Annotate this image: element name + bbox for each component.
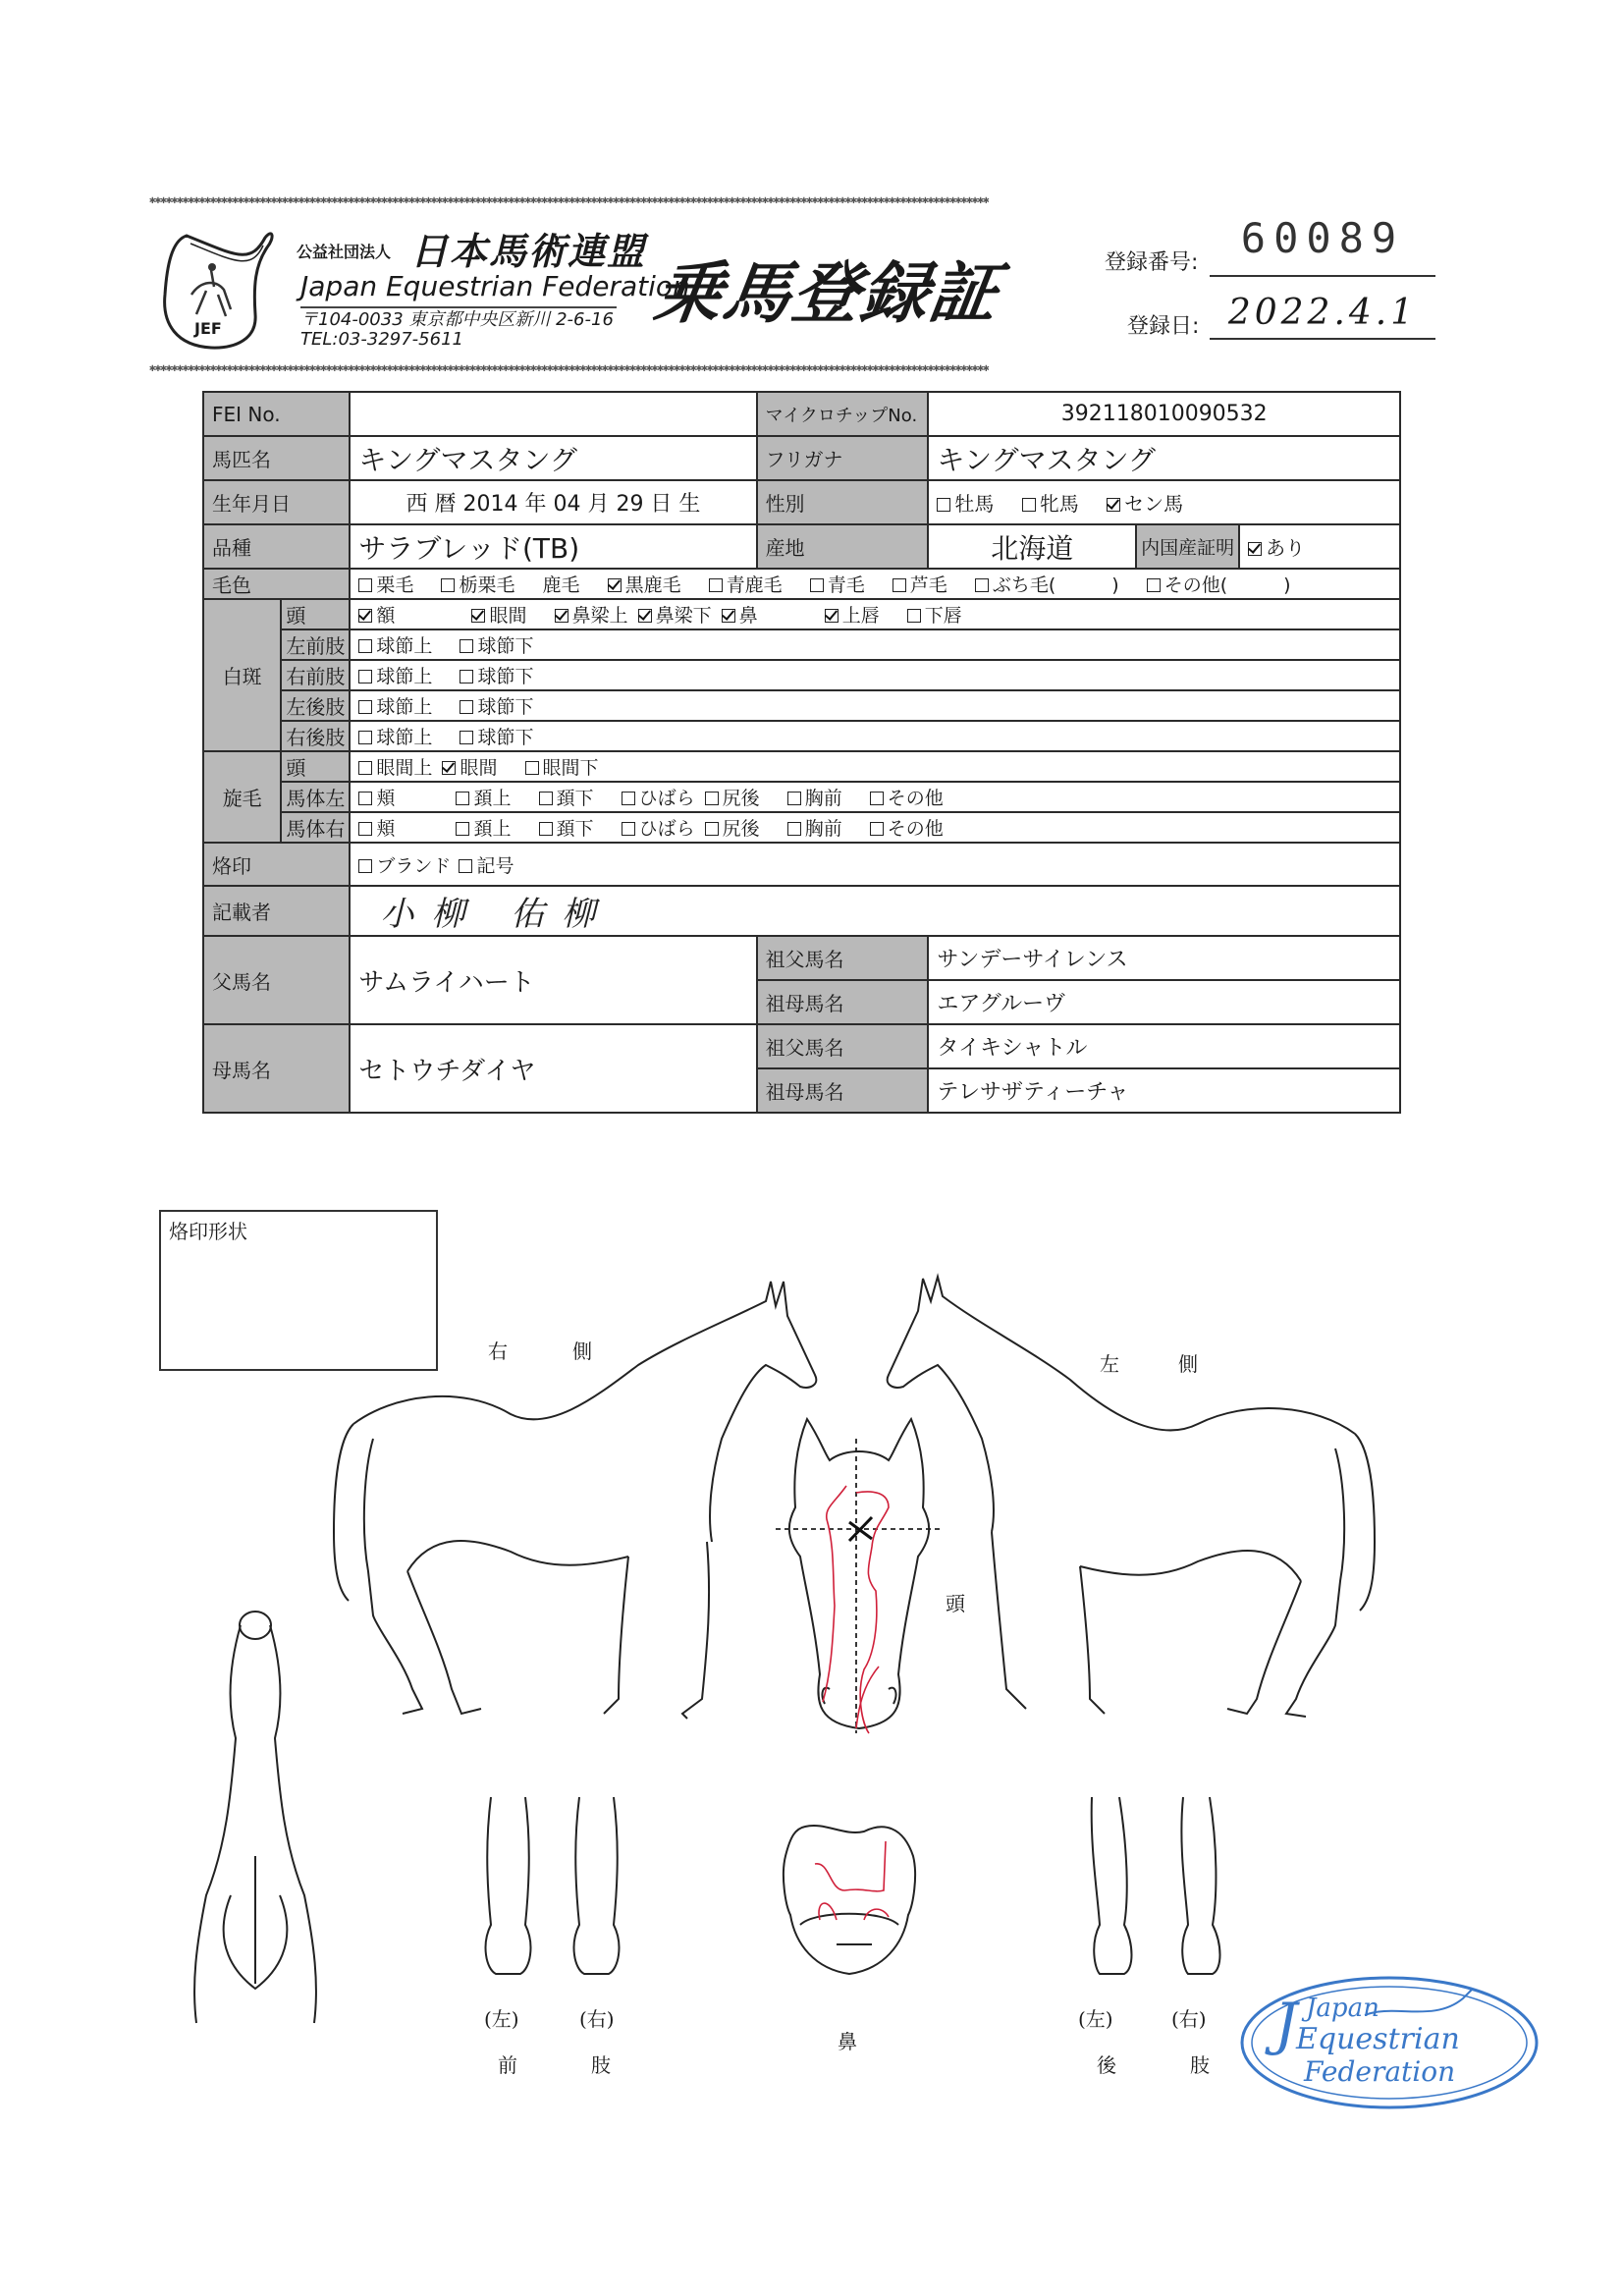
row-brand <box>203 843 1400 886</box>
marking-option[interactable]: 球節上 <box>358 727 432 748</box>
marking-option[interactable]: 球節下 <box>460 666 533 687</box>
muzzle-label: 鼻 <box>838 2030 857 2053</box>
dam-grandsire-value[interactable]: タイキシャトル <box>928 1024 1400 1068</box>
marking-option[interactable]: 球節下 <box>460 635 533 657</box>
domestic-cert-value[interactable]: あり <box>1239 524 1400 569</box>
whorl-option[interactable]: ひばら <box>622 788 695 809</box>
white-head-options <box>350 599 1400 629</box>
whorl-option[interactable]: 頬 <box>358 788 395 809</box>
fore-label-2: 肢 <box>591 2053 611 2077</box>
limb-options <box>350 629 1400 660</box>
coat-option[interactable]: 栗毛 <box>358 574 413 596</box>
limb-options <box>350 660 1400 690</box>
stamp-initial: J <box>1274 1991 1298 2057</box>
org-contact <box>300 310 614 350</box>
recorder-signature[interactable]: 小柳 佑柳 <box>350 886 1400 936</box>
sex-options <box>928 480 1400 524</box>
whorl-body-right-options <box>350 812 1400 843</box>
registration-date: 2022.4.1 <box>1227 293 1418 333</box>
marking-option-checked[interactable]: 額 <box>358 605 395 627</box>
sex-option-gelding[interactable]: セン馬 <box>1107 492 1183 516</box>
logo-text: JEF <box>194 319 222 338</box>
coat-option[interactable]: 青鹿毛 <box>709 574 783 596</box>
marking-option[interactable]: 球節上 <box>358 666 432 687</box>
sire-granddam-value[interactable]: エアグルーヴ <box>928 980 1400 1024</box>
marking-option[interactable]: 球節下 <box>460 696 533 718</box>
furigana-label: フリガナ <box>757 436 929 480</box>
sire-label: 父馬名 <box>203 936 350 1024</box>
coat-color-options <box>350 569 1400 599</box>
hind-right-label: (右) <box>1171 2007 1207 2031</box>
row-white-head <box>203 599 1400 629</box>
right-side-label-1: 右 <box>488 1339 508 1363</box>
coat-color-label: 毛色 <box>203 569 350 599</box>
sex-option-stallion[interactable]: 牡馬 <box>937 492 994 516</box>
whorl-option[interactable]: その他 <box>870 818 944 840</box>
stamp-line3: Federation <box>1304 2055 1456 2088</box>
brand-option[interactable]: ブランド <box>358 855 451 877</box>
horse-head-front-diagram <box>766 1409 952 1743</box>
domestic-cert-label: 内国産証明 <box>1136 524 1239 569</box>
row-coat-color <box>203 569 1400 599</box>
granddam-label: 祖母馬名 <box>757 1068 929 1113</box>
org-tel: TEL:03-3297-5611 <box>300 329 463 350</box>
marking-option-checked[interactable]: 眼間 <box>471 605 526 627</box>
hind-left-label: (左) <box>1078 2007 1113 2031</box>
registration-number-label: 登録番号: <box>1105 250 1199 275</box>
org-prefix: 公益社団法人 <box>297 243 392 261</box>
row-white-left-hind <box>203 690 1400 721</box>
row-white-right-hind <box>203 721 1400 751</box>
whorls-label: 旋毛 <box>203 751 281 843</box>
marking-option-checked[interactable]: 鼻 <box>722 605 758 627</box>
horse-top-view-diagram <box>187 1611 324 2023</box>
coat-option[interactable]: 芦毛 <box>893 574 947 596</box>
marking-option-checked[interactable]: 鼻梁下 <box>638 605 712 627</box>
whorl-body-left-options <box>350 782 1400 812</box>
origin-label: 産地 <box>757 524 929 569</box>
registration-number: 60089 <box>1240 214 1405 262</box>
hind-label-2: 肢 <box>1190 2053 1210 2077</box>
marking-option[interactable]: 球節下 <box>460 727 533 748</box>
front-legs-diagram <box>481 1797 628 1994</box>
whorl-option[interactable]: 頚上 <box>456 788 511 809</box>
granddam-label: 祖母馬名 <box>757 980 929 1024</box>
horse-name-label: 馬匹名 <box>203 436 350 480</box>
whorl-option[interactable]: 眼間下 <box>525 757 599 779</box>
stamp-line2: Equestrian <box>1296 2022 1460 2056</box>
row-white-right-fore <box>203 660 1400 690</box>
limb-options <box>350 721 1400 751</box>
whorl-option[interactable]: ひばら <box>622 818 695 840</box>
marking-option[interactable]: 球節上 <box>358 635 432 657</box>
whorl-option[interactable]: 胸前 <box>787 788 842 809</box>
furigana-value[interactable]: キングマスタング <box>928 436 1400 480</box>
marking-option-checked[interactable]: 鼻梁上 <box>555 605 628 627</box>
coat-option-checked[interactable]: 黒鹿毛 <box>608 574 681 596</box>
org-address: 〒104-0033 東京都中央区新川 2-6-16 <box>300 309 614 330</box>
whorl-option[interactable]: 尻後 <box>705 818 760 840</box>
fore-label-1: 前 <box>498 2053 517 2077</box>
checkbox-checked[interactable] <box>1248 542 1262 556</box>
breed-label: 品種 <box>203 524 350 569</box>
fei-value[interactable] <box>350 392 756 436</box>
row-whorl-body-right <box>203 812 1400 843</box>
horse-name-value[interactable]: キングマスタング <box>350 436 756 480</box>
hind-legs-diagram <box>1080 1797 1227 1994</box>
org-name-jp: 日本馬術連盟 <box>410 230 647 273</box>
left-side-label-2: 側 <box>1178 1352 1198 1376</box>
jef-logo <box>157 226 275 352</box>
part-label: 馬体左 <box>281 782 350 812</box>
row-dam-grandsire <box>203 1024 1400 1068</box>
hind-label-1: 後 <box>1097 2053 1116 2077</box>
whorl-option[interactable]: 眼間上 <box>358 757 432 779</box>
sex-label: 性別 <box>757 480 929 524</box>
head-label: 頭 <box>946 1592 965 1615</box>
right-side-label-2: 側 <box>572 1339 592 1363</box>
part-label: 右後肢 <box>281 721 350 751</box>
registration-date-underline <box>1210 338 1435 340</box>
muzzle-marking-outline <box>815 1841 889 1920</box>
brand-option[interactable]: 記号 <box>459 855 514 877</box>
row-breed-origin <box>203 524 1400 569</box>
grandsire-label: 祖父馬名 <box>757 936 929 980</box>
part-label: 頭 <box>281 751 350 782</box>
dam-value[interactable]: セトウチダイヤ <box>350 1024 756 1113</box>
white-markings-label: 白斑 <box>203 599 281 751</box>
dam-granddam-value[interactable]: テレサザティーチャ <box>928 1068 1400 1113</box>
row-whorl-head <box>203 751 1400 782</box>
brand-options <box>350 843 1400 886</box>
front-left-label: (左) <box>484 2007 519 2031</box>
sire-grandsire-value[interactable]: サンデーサイレンス <box>928 936 1400 980</box>
coat-option[interactable]: 青毛 <box>810 574 865 596</box>
part-label: 左前肢 <box>281 629 350 660</box>
checkbox[interactable] <box>937 498 950 512</box>
checkbox[interactable] <box>1022 498 1036 512</box>
dam-label: 母馬名 <box>203 1024 350 1113</box>
grandsire-label: 祖父馬名 <box>757 1024 929 1068</box>
stamp-line1: Japan <box>1306 1994 1380 2023</box>
part-label: 馬体右 <box>281 812 350 843</box>
whorl-option[interactable]: 胸前 <box>787 818 842 840</box>
whorl-option[interactable]: 尻後 <box>705 788 760 809</box>
coat-option[interactable]: 栃栗毛 <box>441 574 514 596</box>
coat-option[interactable]: 鹿毛 <box>542 574 580 596</box>
org-divider <box>300 306 617 308</box>
part-label: 左後肢 <box>281 690 350 721</box>
whorl-option[interactable]: 頬 <box>358 818 395 840</box>
registration-date-label: 登録日: <box>1127 314 1200 339</box>
row-sire-grandsire <box>203 936 1400 980</box>
whorl-option[interactable]: 頚上 <box>456 818 511 840</box>
marking-option[interactable]: 下唇 <box>907 605 962 627</box>
front-right-label: (右) <box>579 2007 615 2031</box>
org-name-en: Japan Equestrian Federation <box>300 270 690 302</box>
registration-form-table <box>202 391 1401 1114</box>
left-side-label-1: 左 <box>1100 1352 1119 1376</box>
registration-number-underline <box>1210 275 1435 277</box>
part-label: 右前肢 <box>281 660 350 690</box>
birth-date-value[interactable]: 西 暦 2014 年 04 月 29 日 生 <box>350 480 756 524</box>
decorative-star-border-top: ✱✱✱✱✱✱✱✱✱✱✱✱✱✱✱✱✱✱✱✱✱✱✱✱✱✱✱✱✱✱✱✱✱✱✱✱✱✱✱✱✱✱✱✱✱✱✱✱✱✱✱✱✱✱✱✱✱✱✱✱✱✱✱✱✱✱✱✱✱✱✱✱✱✱✱✱✱✱✱✱✱✱✱✱✱✱✱✱✱✱✱✱✱✱✱✱✱✱✱✱✱✱✱✱✱✱✱✱✱✱✱✱✱✱✱✱✱✱✱✱✱✱✱✱✱✱✱✱✱✱✱✱✱✱✱✱✱✱✱✱✱✱✱✱✱✱✱✱✱✱✱✱ <box>149 195 989 205</box>
row-whorl-body-left <box>203 782 1400 812</box>
whorl-option[interactable]: その他 <box>870 788 944 809</box>
coat-option[interactable]: ぶち毛( ) <box>975 574 1119 596</box>
limb-options <box>350 690 1400 721</box>
whorl-option[interactable]: 頚下 <box>539 818 594 840</box>
whorl-head-options <box>350 751 1400 782</box>
recorder-label: 記載者 <box>203 886 350 936</box>
part-label: 頭 <box>281 599 350 629</box>
microchip-value[interactable]: 392118010090532 <box>928 392 1400 436</box>
jef-stamp <box>1237 1974 1542 2111</box>
marking-option[interactable]: 球節上 <box>358 696 432 718</box>
brand-shape-label: 烙印形状 <box>169 1220 247 1243</box>
row-horse-name <box>203 436 1400 480</box>
sex-option-mare[interactable]: 牝馬 <box>1022 492 1079 516</box>
document-title: 乗馬登録証 <box>649 255 1004 333</box>
checkbox-checked[interactable] <box>1107 498 1120 512</box>
fei-label: FEI No. <box>203 392 350 436</box>
breed-value[interactable]: サラブレッド(TB) <box>350 524 756 569</box>
decorative-star-border-bottom: ✱✱✱✱✱✱✱✱✱✱✱✱✱✱✱✱✱✱✱✱✱✱✱✱✱✱✱✱✱✱✱✱✱✱✱✱✱✱✱✱✱✱✱✱✱✱✱✱✱✱✱✱✱✱✱✱✱✱✱✱✱✱✱✱✱✱✱✱✱✱✱✱✱✱✱✱✱✱✱✱✱✱✱✱✱✱✱✱✱✱✱✱✱✱✱✱✱✱✱✱✱✱✱✱✱✱✱✱✱✱✱✱✱✱✱✱✱✱✱✱✱✱✱✱✱✱✱✱✱✱✱✱✱✱✱✱✱✱✱✱✱✱✱✱✱✱✱✱✱✱✱✱ <box>149 363 989 373</box>
row-white-left-fore <box>203 629 1400 660</box>
sire-value[interactable]: サムライハート <box>350 936 756 1024</box>
whorl-option-checked[interactable]: 眼間 <box>442 757 497 779</box>
row-birth-sex <box>203 480 1400 524</box>
muzzle-diagram <box>776 1817 923 1964</box>
brand-label: 烙印 <box>203 843 350 886</box>
origin-value[interactable]: 北海道 <box>928 524 1136 569</box>
row-fei-microchip <box>203 392 1400 436</box>
coat-option[interactable]: その他( ) <box>1147 574 1291 596</box>
birth-date-label: 生年月日 <box>203 480 350 524</box>
marking-option-checked[interactable]: 上唇 <box>825 605 880 627</box>
whorl-option[interactable]: 頚下 <box>539 788 594 809</box>
microchip-label: マイクロチップNo. <box>757 392 929 436</box>
row-recorder <box>203 886 1400 936</box>
